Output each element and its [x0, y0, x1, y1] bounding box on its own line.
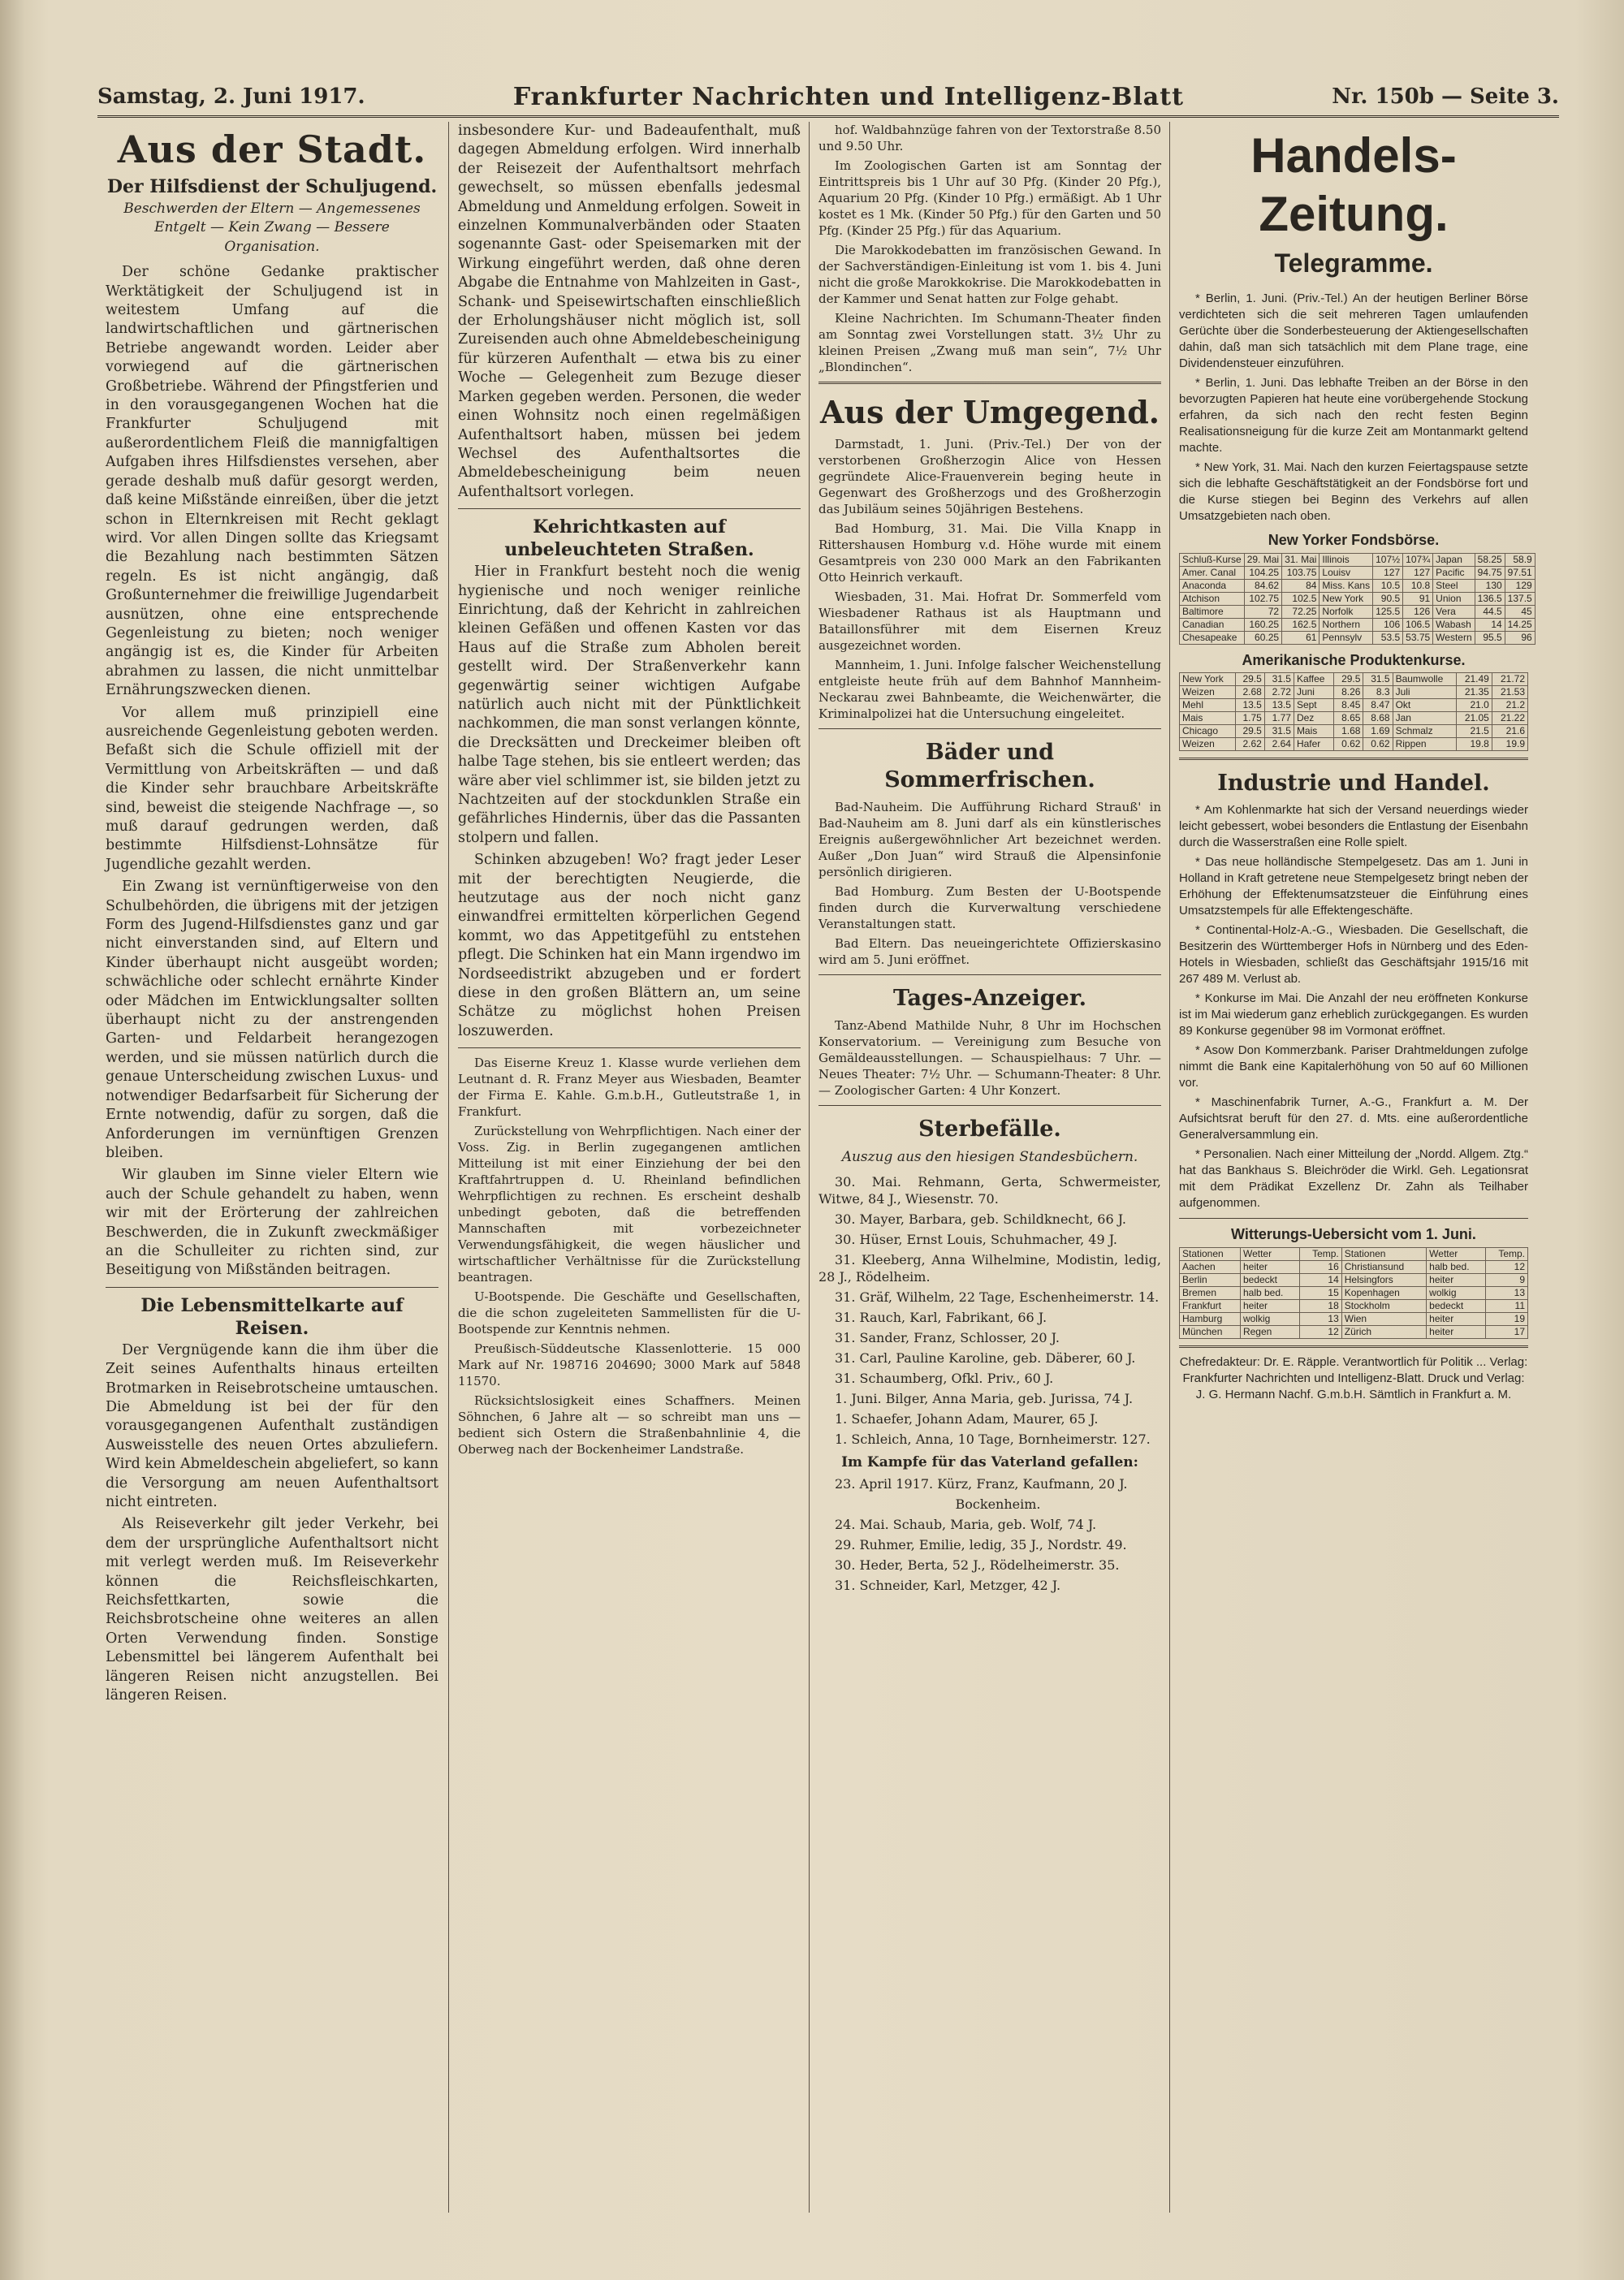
table-cell: 13.5 [1264, 699, 1294, 712]
witterung-table [1179, 1247, 1528, 1339]
masthead-paper-name: Frankfurter Nachrichten und Intelligenz-Blatt [512, 82, 1184, 111]
table-cell: Schmalz [1393, 725, 1456, 738]
table-row [1180, 738, 1528, 751]
divider [1179, 1345, 1528, 1348]
table-cell: wolkig [1240, 1312, 1299, 1325]
section-title-sterbefaelle: Sterbefälle. [918, 1116, 1061, 1142]
article-paragraph: Der Vergnügende kann die ihm über die Zeit seines Aufenthalts hinaus erteilten Brotmarken in Reisebrotscheine umtauschen. Die Abmeldung ist bei der für den vorausgegangenen Aufenthalt zuständigen Ausweisstelle des neuen Ortes abzuliefern. Wird kein Abmeldeschein abgeliefert, so kann die Versorgung am neuen Aufenthaltsort nicht eintreten. [106, 1341, 438, 1510]
table-cell: 15 [1300, 1286, 1342, 1299]
table-row [1180, 1312, 1528, 1325]
table-cell: heiter [1427, 1273, 1486, 1286]
table-cell: 127 [1403, 566, 1433, 579]
table-cell: Sept [1294, 699, 1333, 712]
divider [1179, 1218, 1528, 1219]
table-cell: 8.45 [1334, 699, 1363, 712]
list-item: 30. Heder, Berta, 52 J., Rödelheimerstr. 35. [835, 1557, 1120, 1574]
section-title-baeder: Bäder und Sommerfrischen. [884, 740, 1095, 792]
table-cell: Illinois [1320, 553, 1373, 566]
table-cell: Juli [1393, 686, 1456, 699]
sterbefaelle-subtitle: Auszug aus den hiesigen Standesbüchern. [841, 1149, 1138, 1165]
list-item: 31. Carl, Pauline Karoline, geb. Däberer, 60 J. [835, 1350, 1136, 1367]
table-row [1180, 1273, 1528, 1286]
table-cell: 21.22 [1492, 712, 1527, 725]
table-cell: Western [1433, 631, 1475, 644]
table-cell: 14 [1300, 1273, 1342, 1286]
page-spine-shadow [0, 0, 24, 2280]
table-cell: 12 [1300, 1325, 1342, 1338]
table-cell: Stationen [1180, 1247, 1241, 1260]
table-cell: 106 [1373, 618, 1403, 631]
article-paragraph: Als Reiseverkehr gilt jeder Verkehr, bei dem der ursprüngliche Aufenthaltsort nicht mit verlegt werden muß. Im Reiseverkehr können die Reichsfleischkarten, Reichsfettkarten, sowie die Reichsbrotscheine ohne weiteres an allen Orten Verwendung finden. Sonstige Lebensmittel bei längerem Aufenthalt bei längeren Reisen nicht anzugstellen. Bei längeren Reisen. [106, 1516, 438, 1704]
table-cell: 107½ [1373, 553, 1403, 566]
table-cell: New York [1320, 592, 1373, 605]
table-cell: 44.5 [1475, 605, 1505, 618]
table-cell: Mehl [1180, 699, 1236, 712]
table-cell: bedeckt [1240, 1273, 1299, 1286]
table-cell: 53.5 [1373, 631, 1403, 644]
section-subtitle-telegramme: Telegramme. [1274, 248, 1433, 278]
table-title-witterung: Witterungs-Uebersicht vom 1. Juni. [1231, 1226, 1476, 1242]
notice-paragraph: Zurückstellung von Wehrpflichtigen. Nach einer der Voss. Zig. in Berlin zugegangenen amtlichen Mitteilung ist mit einer Einziehung der bei den Kraftfahrtruppen d. U. Rheinland befindlichen Wehrpflichtigen zu rechnen. Es erscheint deshalb unbedingt geboten, daß die betreffenden Mannschaften mit vorbezeichneter Verwendungsfähigkeit, die wegen häuslicher und wirtschaftlicher Verhältnisse für die Zurückstellung beantragen. [458, 1124, 801, 1285]
table-row [1180, 579, 1535, 592]
table-cell: 1.75 [1235, 712, 1264, 725]
table-cell: Juni [1294, 686, 1333, 699]
table-cell: Japan [1433, 553, 1475, 566]
section-title-tages-anzeiger: Tages-Anzeiger. [892, 986, 1087, 1011]
list-item: 31. Sander, Franz, Schlosser, 20 J. [835, 1330, 1060, 1346]
table-cell: 125.5 [1373, 605, 1403, 618]
table-row [1180, 566, 1535, 579]
telegram-paragraph: * Berlin, 1. Juni. Das lebhafte Treiben an der Börse in den bevorzugten Papieren hat heute eine vorübergehende Stockung erfahren, da sich nach den recht festen Beginn Realisationsneigung für die kurze Zeit am Montanmarkt geltend machte. [1179, 376, 1528, 455]
list-item: 30. Hüser, Ernst Louis, Schuhmacher, 49 J. [835, 1232, 1117, 1248]
table-cell: 91 [1403, 592, 1433, 605]
table-cell: 1.69 [1363, 725, 1393, 738]
table-cell: 95.5 [1475, 631, 1505, 644]
table-cell: Wabash [1433, 618, 1475, 631]
table-cell: Wien [1341, 1312, 1426, 1325]
table-cell: 12 [1486, 1260, 1528, 1273]
table-cell: 8.26 [1334, 686, 1363, 699]
table-cell: 2.62 [1235, 738, 1264, 751]
masthead [97, 78, 1559, 118]
table-cell: 58.25 [1475, 553, 1505, 566]
table-cell: 84.62 [1244, 579, 1281, 592]
table-row [1180, 553, 1535, 566]
article-subtitle-hilfsdienst: Beschwerden der Eltern — Angemessenes Entgelt — Kein Zwang — Bessere Organisation. [123, 201, 421, 255]
list-item: 1. Juni. Bilger, Anna Maria, geb. Jurissa, 74 J. [835, 1391, 1134, 1407]
table-cell: Mais [1180, 712, 1236, 725]
notice-paragraph: Im Zoologischen Garten ist am Sonntag der Eintrittspreis bis 1 Uhr auf 30 Pfg. (Kinder 20 Pfg.), Aquarium 20 Pfg. (Kinder 10 Pfg.) ermäßigt. Ab 1 Uhr kostet es 1 Mk. (Kinder 50 Pfg.) für den Garten und 50 Pfg. (Kinder 25 Pfg.) für das Aquarium. [818, 158, 1161, 238]
divider [818, 728, 1161, 729]
table-cell: 8.47 [1363, 699, 1393, 712]
table-cell: 31.5 [1264, 673, 1294, 686]
divider [818, 1105, 1161, 1106]
table-cell: 21.35 [1456, 686, 1492, 699]
table-cell: 136.5 [1475, 592, 1505, 605]
table-cell: heiter [1427, 1312, 1486, 1325]
notice-paragraph: Die Marokkodebatten im französischen Gewand. In der Sachverständigen-Einleitung ist vom 1. bis 4. Juni nicht die große Marokkokrise. Die Marokkodebatten in der Kammer und Senat hatten zur Folge gehabt. [818, 243, 1161, 306]
notice-paragraph: Kleine Nachrichten. Im Schumann-Theater finden am Sonntag zwei Vorstellungen statt. 3½ Uhr zu kleinen Preisen „Zwang muß man sein“, 7½ Uhr „Blondinchen“. [818, 311, 1161, 374]
table-cell: 21.5 [1456, 725, 1492, 738]
table-cell: Louisv [1320, 566, 1373, 579]
table-cell: 0.62 [1363, 738, 1393, 751]
list-item: 23. April 1917. Kürz, Franz, Kaufmann, 20 J. [835, 1476, 1128, 1492]
table-cell: Norfolk [1320, 605, 1373, 618]
table-row [1180, 631, 1535, 644]
table-row [1180, 1260, 1528, 1273]
table-cell: Hafer [1294, 738, 1333, 751]
table-cell: Kopenhagen [1341, 1286, 1426, 1299]
ny-fondsboerse-table [1179, 553, 1535, 645]
table-cell: 21.0 [1456, 699, 1492, 712]
table-cell: Weizen [1180, 686, 1236, 699]
table-title-amer-produktenkurse: Amerikanische Produktenkurse. [1242, 651, 1466, 668]
table-cell: Rippen [1393, 738, 1456, 751]
imprint: Chefredakteur: Dr. E. Räpple. Verantwortlich für Politik ... Verlag: Frankfurter Nachrichten und Intelligenz-Blatt. Druck und Verlag: J. G. Hermann Nachf. G.m.b.H. Sämtlich in Frankfurt a. M. [1179, 1354, 1528, 1401]
notice-paragraph: Bad Homburg, 31. Mai. Die Villa Knapp in Rittershausen Homburg v.d. Höhe wurde mit einem Gesamtpreis von 230 000 Mark an den Fabrikanten Otto Heinrich verkauft. [818, 521, 1161, 585]
list-item: 31. Kleeberg, Anna Wilhelmine, Modistin, ledig, 28 J., Rödelheim. [818, 1252, 1161, 1285]
table-cell: 21.53 [1492, 686, 1527, 699]
table-cell: Temp. [1300, 1247, 1342, 1260]
list-item: 24. Mai. Schaub, Maria, geb. Wolf, 74 J. [835, 1517, 1097, 1533]
section-title-handels-zeitung: Handels-Zeitung. [1250, 128, 1457, 241]
table-cell: 10.8 [1403, 579, 1433, 592]
industrie-paragraph: * Konkurse im Mai. Die Anzahl der neu eröffneten Konkurse ist im Mai wiederum ganz erheblich zurückgegangen. Es wurden 89 Konkurse gegenüber 98 im Vormonat eröffnet. [1179, 991, 1528, 1038]
table-cell: 21.72 [1492, 673, 1527, 686]
table-cell: Northern [1320, 618, 1373, 631]
list-item: 29. Ruhmer, Emilie, ledig, 35 J., Nordstr. 49. [835, 1537, 1127, 1553]
table-cell: Aachen [1180, 1260, 1241, 1273]
table-row [1180, 1325, 1528, 1338]
table-cell: 17 [1486, 1325, 1528, 1338]
article-paragraph: Vor allem muß prinzipiell eine ausreichende Gegenleistung geboten werden. Befaßt sich die Schule offiziell mit der Vermittlung von Arbeitskräften — und daß die Kinder sehr brauchbare Arbeitskräfte sind, beweist die steigende Nachfrage —, so muß darauf gedrungen werden, daß bestimmte Hilfsdienst-Lohnsätze für Jugendliche gezahlt werden. [106, 704, 438, 873]
notice-paragraph: U-Bootspende. Die Geschäfte und Gesellschaften, die die schon zugeleiteten Sammellisten für die U-Bootspende zur Kenntnis nehmen. [458, 1289, 801, 1337]
table-cell: 2.64 [1264, 738, 1294, 751]
section-title-industrie: Industrie und Handel. [1217, 771, 1490, 796]
notice-paragraph: hof. Waldbahnzüge fahren von der Textorstraße 8.50 und 9.50 Uhr. [818, 123, 1161, 153]
notice-paragraph: Darmstadt, 1. Juni. (Priv.-Tel.) Der von der verstorbenen Großherzogin Alice von Hessen gegründete Alice-Frauenverein beging heute in Gegenwart des Großherzogs und des Großherzogin das Jubiläum seines 50jährigen Bestehens. [818, 437, 1161, 516]
table-cell: 19.9 [1492, 738, 1527, 751]
amer-produktenkurse-table [1179, 672, 1528, 751]
notice-paragraph: Bad-Nauheim. Die Aufführung Richard Strauß' in Bad-Nauheim am 8. Juni darf als ein künstlerisches Ereignis außergewöhnlicher Art bezeichnet werden. Außer „Don Juan“ wird Strauß die Alpensinfonie persönlich dirigieren. [818, 800, 1161, 879]
table-title-ny-fondsboerse: New Yorker Fondsbörse. [1268, 532, 1440, 548]
section-title-stadt: Aus der Stadt. [117, 127, 427, 171]
telegram-paragraph: * New York, 31. Mai. Nach den kurzen Feiertagspause setzte sich die lebhafte Geschäftstätigkeit an der Fondsbörse fort und die Kurse stiegen bei Beginn des Verkehrs auf allen Umsatzgebieten nach oben. [1179, 460, 1528, 523]
notice-paragraph: Das Eiserne Kreuz 1. Klasse wurde verliehen dem Leutnant d. R. Franz Meyer aus Wiesbaden, Beamter der Firma E. Kahle. G.m.b.H., Gutleutstraße 1, in Frankfurt. [458, 1056, 801, 1120]
table-cell: 53.75 [1403, 631, 1433, 644]
table-cell: Baltimore [1180, 605, 1245, 618]
table-cell: 102.5 [1282, 592, 1320, 605]
table-cell: 58.9 [1505, 553, 1535, 566]
table-cell: 104.25 [1244, 566, 1281, 579]
column-2 [458, 122, 801, 2213]
table-cell: 29.5 [1235, 725, 1264, 738]
table-cell: Stationen [1341, 1247, 1426, 1260]
list-item: 31. Schneider, Karl, Metzger, 42 J. [835, 1578, 1061, 1594]
table-cell: Bremen [1180, 1286, 1241, 1299]
table-cell: 18 [1300, 1299, 1342, 1312]
table-cell: Vera [1433, 605, 1475, 618]
table-cell: 72 [1244, 605, 1281, 618]
table-cell: 13 [1300, 1312, 1342, 1325]
divider [458, 508, 801, 509]
section-title-umgegend: Aus der Umgegend. [820, 394, 1160, 430]
list-item: 30. Mai. Rehmann, Gerta, Schwermeister, Witwe, 84 J., Wiesenstr. 70. [818, 1174, 1161, 1207]
table-cell: 13 [1486, 1286, 1528, 1299]
table-cell: Weizen [1180, 738, 1236, 751]
list-item: 1. Schaefer, Johann Adam, Maurer, 65 J. [835, 1411, 1099, 1427]
table-cell: 2.72 [1264, 686, 1294, 699]
notice-paragraph: Tanz-Abend Mathilde Nuhr, 8 Uhr im Hochschen Konservatorium. — Vereinigung zum Besuche von Gemäldeausstellungen. — Schauspielhaus: 7 Uhr. — Neues Theater: 7½ Uhr. — Schumann-Theater: 8 Uhr. — Zoologischer Garten: 4 Uhr Konzert. [818, 1018, 1161, 1098]
article-paragraph: Schinken abzugeben! Wo? fragt jeder Leser mit der berechtigten Neugierde, die heutzutage aus der noch nicht ganz einwandfrei ermittelten körperlichen Gegend kommt, wo das Appetitgefühl zu entstehen pflegt. Die Schinken hat ein Mann irgendwo im Nordseedistrikt abzugeben und er fordert diese in den großen Blättern an, um seine Schätze zu möglichst hohen Preisen loszuwerden. [458, 852, 801, 1039]
industrie-paragraph: * Continental-Holz-A.-G., Wiesbaden. Die Gesellschaft, die Besitzerin des Württemberger Hofs in Nürnberg und des Eden-Hotels in Wiesbaden, schließt das Geschäftsjahr 1915/16 mit 267 489 M. Verlust ab. [1179, 923, 1528, 986]
table-cell: 0.62 [1334, 738, 1363, 751]
table-cell: Pacific [1433, 566, 1475, 579]
table-cell: 129 [1505, 579, 1535, 592]
table-cell: 16 [1300, 1260, 1342, 1273]
table-cell: Mais [1294, 725, 1333, 738]
table-row [1180, 686, 1528, 699]
table-cell: Berlin [1180, 1273, 1241, 1286]
kampf-gefallen-title: Im Kampfe für das Vaterland gefallen: [841, 1454, 1138, 1471]
table-cell: New York [1180, 673, 1236, 686]
article-title-lebensmittelkarte: Die Lebensmittelkarte auf Reisen. [140, 1294, 404, 1339]
table-cell: halb bed. [1240, 1286, 1299, 1299]
table-cell: bedeckt [1427, 1299, 1486, 1312]
list-item: 30. Mayer, Barbara, geb. Schildknecht, 66 J. [835, 1211, 1126, 1228]
table-cell: 106.5 [1403, 618, 1433, 631]
industrie-paragraph: * Am Kohlenmarkte hat sich der Versand neuerdings wieder leicht gebessert, wobei besonders die Entlastung der Eisenbahn durch die Wasserstraßen eine Rolle spielt. [1179, 803, 1528, 849]
telegram-paragraph: * Berlin, 1. Juni. (Priv.-Tel.) An der heutigen Berliner Börse verdichteten sich die seit mehreren Tagen umlaufenden Gerüchte über die Sonderbesteuerung der Aktiengesellschaften dahin, daß man sich tatsächlich mit dem Plane trage, eine Dividendensteuer einzuführen. [1179, 291, 1528, 370]
table-cell: Anaconda [1180, 579, 1245, 592]
article-paragraph: insbesondere Kur- und Badeaufenthalt, muß dagegen Abmeldung erfolgen. Wird innerhalb der Reisezeit der Aufenthaltsort mehrfach gewechselt, so müssen ebenfalls jedesmal Abmeldung und Anmeldung erfolgen. Soweit in einzelnen Kommunalverbänden oder Staaten sogenannte Gast- oder Speisemarken mit der Wirkung eingeführt werden, daß ohne deren Abgabe die Entnahme von Mahlzeiten in Gast-, Schank- und Speisewirtschaften einschließlich der Erholungshäuser nicht möglich ist, soll Zureisenden auch ohne Abmeldebescheinigung für kürzeren Aufenthalt — etwa bis zu einer Woche — Gelegenheit zum Bezuge dieser Marken gegeben werden. Personen, die weder einen Wohnsitz noch einen regelmäßigen Aufenthaltsort haben, müssen bei jedem Wechsel des Aufenthaltsortes die Abmeldebescheinigung beim neuen Aufenthaltsort vorlegen. [458, 123, 801, 500]
table-cell: Pennsylv [1320, 631, 1373, 644]
article-paragraph: Hier in Frankfurt besteht noch die wenig hygienische und noch weniger reinliche Einrichtung, daß der Kehricht in zahlreichen kleinen Gefäßen und offenen Kasten vor das Haus auf die Straße zum Abholen bereit gestellt wird. Der Straßenverkehr kann gegenwärtig seiner wichtigen Aufgabe natürlich auch nicht mit der Pünktlichkeit nachkommen, die man sonst verlangen könnte, die Drecksätten und Dreckeimer bleiben oft halbe Tage stehen, bis sie entleert werden; das wäre aber viel schlimmer ist, sie bilden jetzt zu Nachtzeiten auf der stockdunklen Straße ein gefährliches Hindernis, über das die Passanten stolpern und fallen. [458, 564, 801, 846]
table-row [1180, 712, 1528, 725]
table-cell: 45 [1505, 605, 1535, 618]
table-cell: 9 [1486, 1273, 1528, 1286]
table-cell: München [1180, 1325, 1241, 1338]
table-cell: 61 [1282, 631, 1320, 644]
column-3 [818, 122, 1161, 2213]
industrie-paragraph: * Maschinenfabrik Turner, A.-G., Frankfurt a. M. Der Aufsichtsrat beruft für den 27. d. Mts. eine außerordentliche Generalversammlung ein. [1179, 1095, 1528, 1142]
table-cell: 31. Mai [1282, 553, 1320, 566]
table-cell: Helsingfors [1341, 1273, 1426, 1286]
table-cell: 160.25 [1244, 618, 1281, 631]
table-cell: 130 [1475, 579, 1505, 592]
table-cell: Chesapeake [1180, 631, 1245, 644]
notice-paragraph: Bad Homburg. Zum Besten der U-Bootspende finden durch die Kurverwaltung verschiedene Veranstaltungen statt. [818, 884, 1161, 931]
table-cell: Chicago [1180, 725, 1236, 738]
table-cell: 126 [1403, 605, 1433, 618]
table-cell: 29.5 [1334, 673, 1363, 686]
table-cell: Frankfurt [1180, 1299, 1241, 1312]
table-cell: Canadian [1180, 618, 1245, 631]
table-cell: 14.25 [1505, 618, 1535, 631]
table-cell: 11 [1486, 1299, 1528, 1312]
table-cell: 137.5 [1505, 592, 1535, 605]
table-cell: Steel [1433, 579, 1475, 592]
table-cell: Okt [1393, 699, 1456, 712]
article-paragraph: Ein Zwang ist vernünftigerweise von den Schulbehörden, die übrigens mit der jetzigen Form des Jugend-Hilfsdienstes ganz und gar nicht einverstanden sind, auf Eltern und Kinder überhaupt nicht ausgeübt worden; schwächliche oder schlecht ernährte Kinder oder Mädchen im Entwicklungsalter sollten überhaupt nicht zu der anstrengenden Garten- und Feldarbeit herangezogen werden, und sie müssen natürlich durch die genaue Unterscheidung zwischen Luxus- und notwendiger Bedarfsarbeit für Sicherung der Ernte notwendig, dafür zu sorgen, daß die Anforderungen im vernünftigen Grenzen bleiben. [106, 879, 438, 1161]
table-row [1180, 699, 1528, 712]
column-1 [106, 122, 438, 2213]
table-row [1180, 725, 1528, 738]
industrie-paragraph: * Personalien. Nach einer Mitteilung der „Nordd. Allgem. Ztg.“ hat das Bankhaus S. Bleichröder die Wirkl. Geh. Legationsrat mit dem Prädikat Exzellenz Dr. Zahn als Teilhaber aufgenommen. [1179, 1147, 1528, 1210]
list-item: 31. Rauch, Karl, Fabrikant, 66 J. [835, 1310, 1047, 1326]
industrie-paragraph: * Das neue holländische Stempelgesetz. Das am 1. Juni in Holland in Kraft getretene neue Stempelgesetz bringt neben der Erhöhung der Effektenumsatzsteuer die Einführung eines Umsatzstempels für alle Effektengeschäfte. [1179, 855, 1528, 918]
table-cell: 2.68 [1235, 686, 1264, 699]
table-cell: Schluß-Kurse [1180, 553, 1245, 566]
table-cell: 21.49 [1456, 673, 1492, 686]
table-cell: heiter [1240, 1260, 1299, 1273]
table-cell: 72.25 [1282, 605, 1320, 618]
table-cell: 19.8 [1456, 738, 1492, 751]
table-cell: 102.75 [1244, 592, 1281, 605]
table-cell: 29.5 [1235, 673, 1264, 686]
column-divider [809, 122, 810, 2213]
table-cell: 103.75 [1282, 566, 1320, 579]
table-cell: heiter [1427, 1325, 1486, 1338]
article-title-hilfsdienst: Der Hilfsdienst der Schuljugend. [106, 176, 438, 197]
list-item: Bockenheim. [955, 1496, 1041, 1513]
table-cell: Wetter [1427, 1247, 1486, 1260]
table-cell: Wetter [1240, 1247, 1299, 1260]
table-cell: 21.05 [1456, 712, 1492, 725]
column-divider [1169, 122, 1170, 2213]
table-row [1180, 592, 1535, 605]
table-cell: 60.25 [1244, 631, 1281, 644]
table-row [1180, 618, 1535, 631]
table-cell: 29. Mai [1244, 553, 1281, 566]
divider [458, 1047, 801, 1048]
table-cell: 13.5 [1235, 699, 1264, 712]
table-cell: 8.65 [1334, 712, 1363, 725]
table-cell: Baumwolle [1393, 673, 1456, 686]
article-paragraph: Wir glauben im Sinne vieler Eltern wie auch der Schule gehandelt zu haben, wenn wir mit der Erörterung der zahlreichen Beschwerden, die in Zukunft zweckmäßiger an die Schulleiter zu richten sind, zur Beseitigung von Mißständen beitragen. [106, 1167, 438, 1279]
table-cell: 14 [1475, 618, 1505, 631]
table-cell: Zürich [1341, 1325, 1426, 1338]
table-cell: 10.5 [1373, 579, 1403, 592]
table-cell: 94.75 [1475, 566, 1505, 579]
table-row [1180, 1299, 1528, 1312]
notice-paragraph: Preußisch-Süddeutsche Klassenlotterie. 15 000 Mark auf Nr. 198716 204690; 3000 Mark auf 5848 11570. [458, 1341, 801, 1389]
industrie-paragraph: * Asow Don Kommerzbank. Pariser Drahtmeldungen zufolge nimmt die Bank eine Kapitalerhöhung von 50 auf 60 Millionen vor. [1179, 1043, 1528, 1090]
table-cell: 1.77 [1264, 712, 1294, 725]
table-cell: 90.5 [1373, 592, 1403, 605]
table-cell: 107¾ [1403, 553, 1433, 566]
divider [106, 1287, 438, 1288]
list-item: 1. Schleich, Anna, 10 Tage, Bornheimerstr. 127. [835, 1431, 1151, 1448]
table-cell: 21.2 [1492, 699, 1527, 712]
table-cell: Kaffee [1294, 673, 1333, 686]
table-cell: 31.5 [1264, 725, 1294, 738]
table-cell: 1.68 [1334, 725, 1363, 738]
notice-paragraph: Rücksichtslosigkeit eines Schaffners. Meinen Söhnchen, 6 Jahre alt — so schreibt man uns — bedient sich Ostern die Straßenbahnlinie 4, die Oberweg nach der Bockenheimer Landstraße. [458, 1393, 801, 1457]
table-cell: Atchison [1180, 592, 1245, 605]
table-cell: Stockholm [1341, 1299, 1426, 1312]
masthead-page-number: Nr. 150b — Seite 3. [1332, 84, 1559, 109]
table-cell: Jan [1393, 712, 1456, 725]
list-item: 31. Schaumberg, Ofkl. Priv., 60 J. [835, 1371, 1054, 1387]
divider [1179, 758, 1528, 760]
table-cell: 21.6 [1492, 725, 1527, 738]
notice-paragraph: Mannheim, 1. Juni. Infolge falscher Weichenstellung entgleiste heute früh auf dem Bahnhof Mannheim-Neckarau zwei Bahnbeamte, die Weichenwärter, die Kriminalpolizei hat die Untersuchung eingeleitet. [818, 658, 1161, 721]
table-cell: Temp. [1486, 1247, 1528, 1260]
table-cell: halb bed. [1427, 1260, 1486, 1273]
table-row [1180, 605, 1535, 618]
notice-paragraph: Wiesbaden, 31. Mai. Hofrat Dr. Sommerfeld vom Wiesbadener Rathaus ist als Hauptmann und Bataillonsführer mit dem Eisernen Kreuz ausgezeichnet worden. [818, 589, 1161, 653]
column-4 [1179, 122, 1532, 2213]
divider [818, 382, 1161, 384]
table-cell: Union [1433, 592, 1475, 605]
column-divider [448, 122, 449, 2213]
table-cell: wolkig [1427, 1286, 1486, 1299]
list-item: 31. Gräf, Wilhelm, 22 Tage, Eschenheimerstr. 14. [835, 1289, 1160, 1306]
table-row [1180, 1286, 1528, 1299]
table-cell: heiter [1240, 1299, 1299, 1312]
table-cell: Hamburg [1180, 1312, 1241, 1325]
table-cell: Dez [1294, 712, 1333, 725]
table-cell: 84 [1282, 579, 1320, 592]
masthead-date: Samstag, 2. Juni 1917. [97, 84, 365, 109]
table-cell: 97.51 [1505, 566, 1535, 579]
table-cell: 96 [1505, 631, 1535, 644]
table-cell: 8.3 [1363, 686, 1393, 699]
notice-paragraph: Bad Eltern. Das neueingerichtete Offizierskasino wird am 5. Juni eröffnet. [818, 936, 1161, 967]
table-cell: 127 [1373, 566, 1403, 579]
table-row [1180, 1247, 1528, 1260]
table-cell: 8.68 [1363, 712, 1393, 725]
article-title-kehricht: Kehrichtkasten auf unbeleuchteten Straßen. [504, 516, 754, 561]
table-cell: Regen [1240, 1325, 1299, 1338]
article-paragraph: Der schöne Gedanke praktischer Werktätigkeit der Schuljugend ist in weitestem Umfang auf die landwirtschaftlichen und gärtnerischen Betriebe angewandt worden. Leider aber vorwiegend auf die gärtnerischen Großbetriebe. Während der Pfingstferien und in den vorausgegangenen Wochen hat die Frankfurter Schuljugend mit außerordentlichem Fleiß die mannigfaltigen Aufgaben ihres Hilfsdienstes versehen, aber gerade deshalb muß dafür gesorgt werden, daß keine Mißstände einreißen, über die jetzt schon in Elternkreisen mit Recht geklagt wird. Vor allen Dingen sollte das Kriegsamt die Bezahlung nach bestimmten Sätzen regeln. Es ist nicht angängig, daß Großunternehmer die freiwillige Jugendarbeit ausnützen, ohne eine entsprechende Gegenleistung zu bieten; noch weniger angängig ist es, die Kinder für Arbeiten abrahmen zu lassen, die nicht unmittelbar Ernährungszwecken dienen. [106, 264, 438, 699]
table-cell: Miss. Kans [1320, 579, 1373, 592]
divider [818, 974, 1161, 975]
table-cell: 31.5 [1363, 673, 1393, 686]
table-cell: 19 [1486, 1312, 1528, 1325]
table-row [1180, 673, 1528, 686]
table-cell: Christiansund [1341, 1260, 1426, 1273]
table-cell: 162.5 [1282, 618, 1320, 631]
table-cell: Amer. Canal [1180, 566, 1245, 579]
